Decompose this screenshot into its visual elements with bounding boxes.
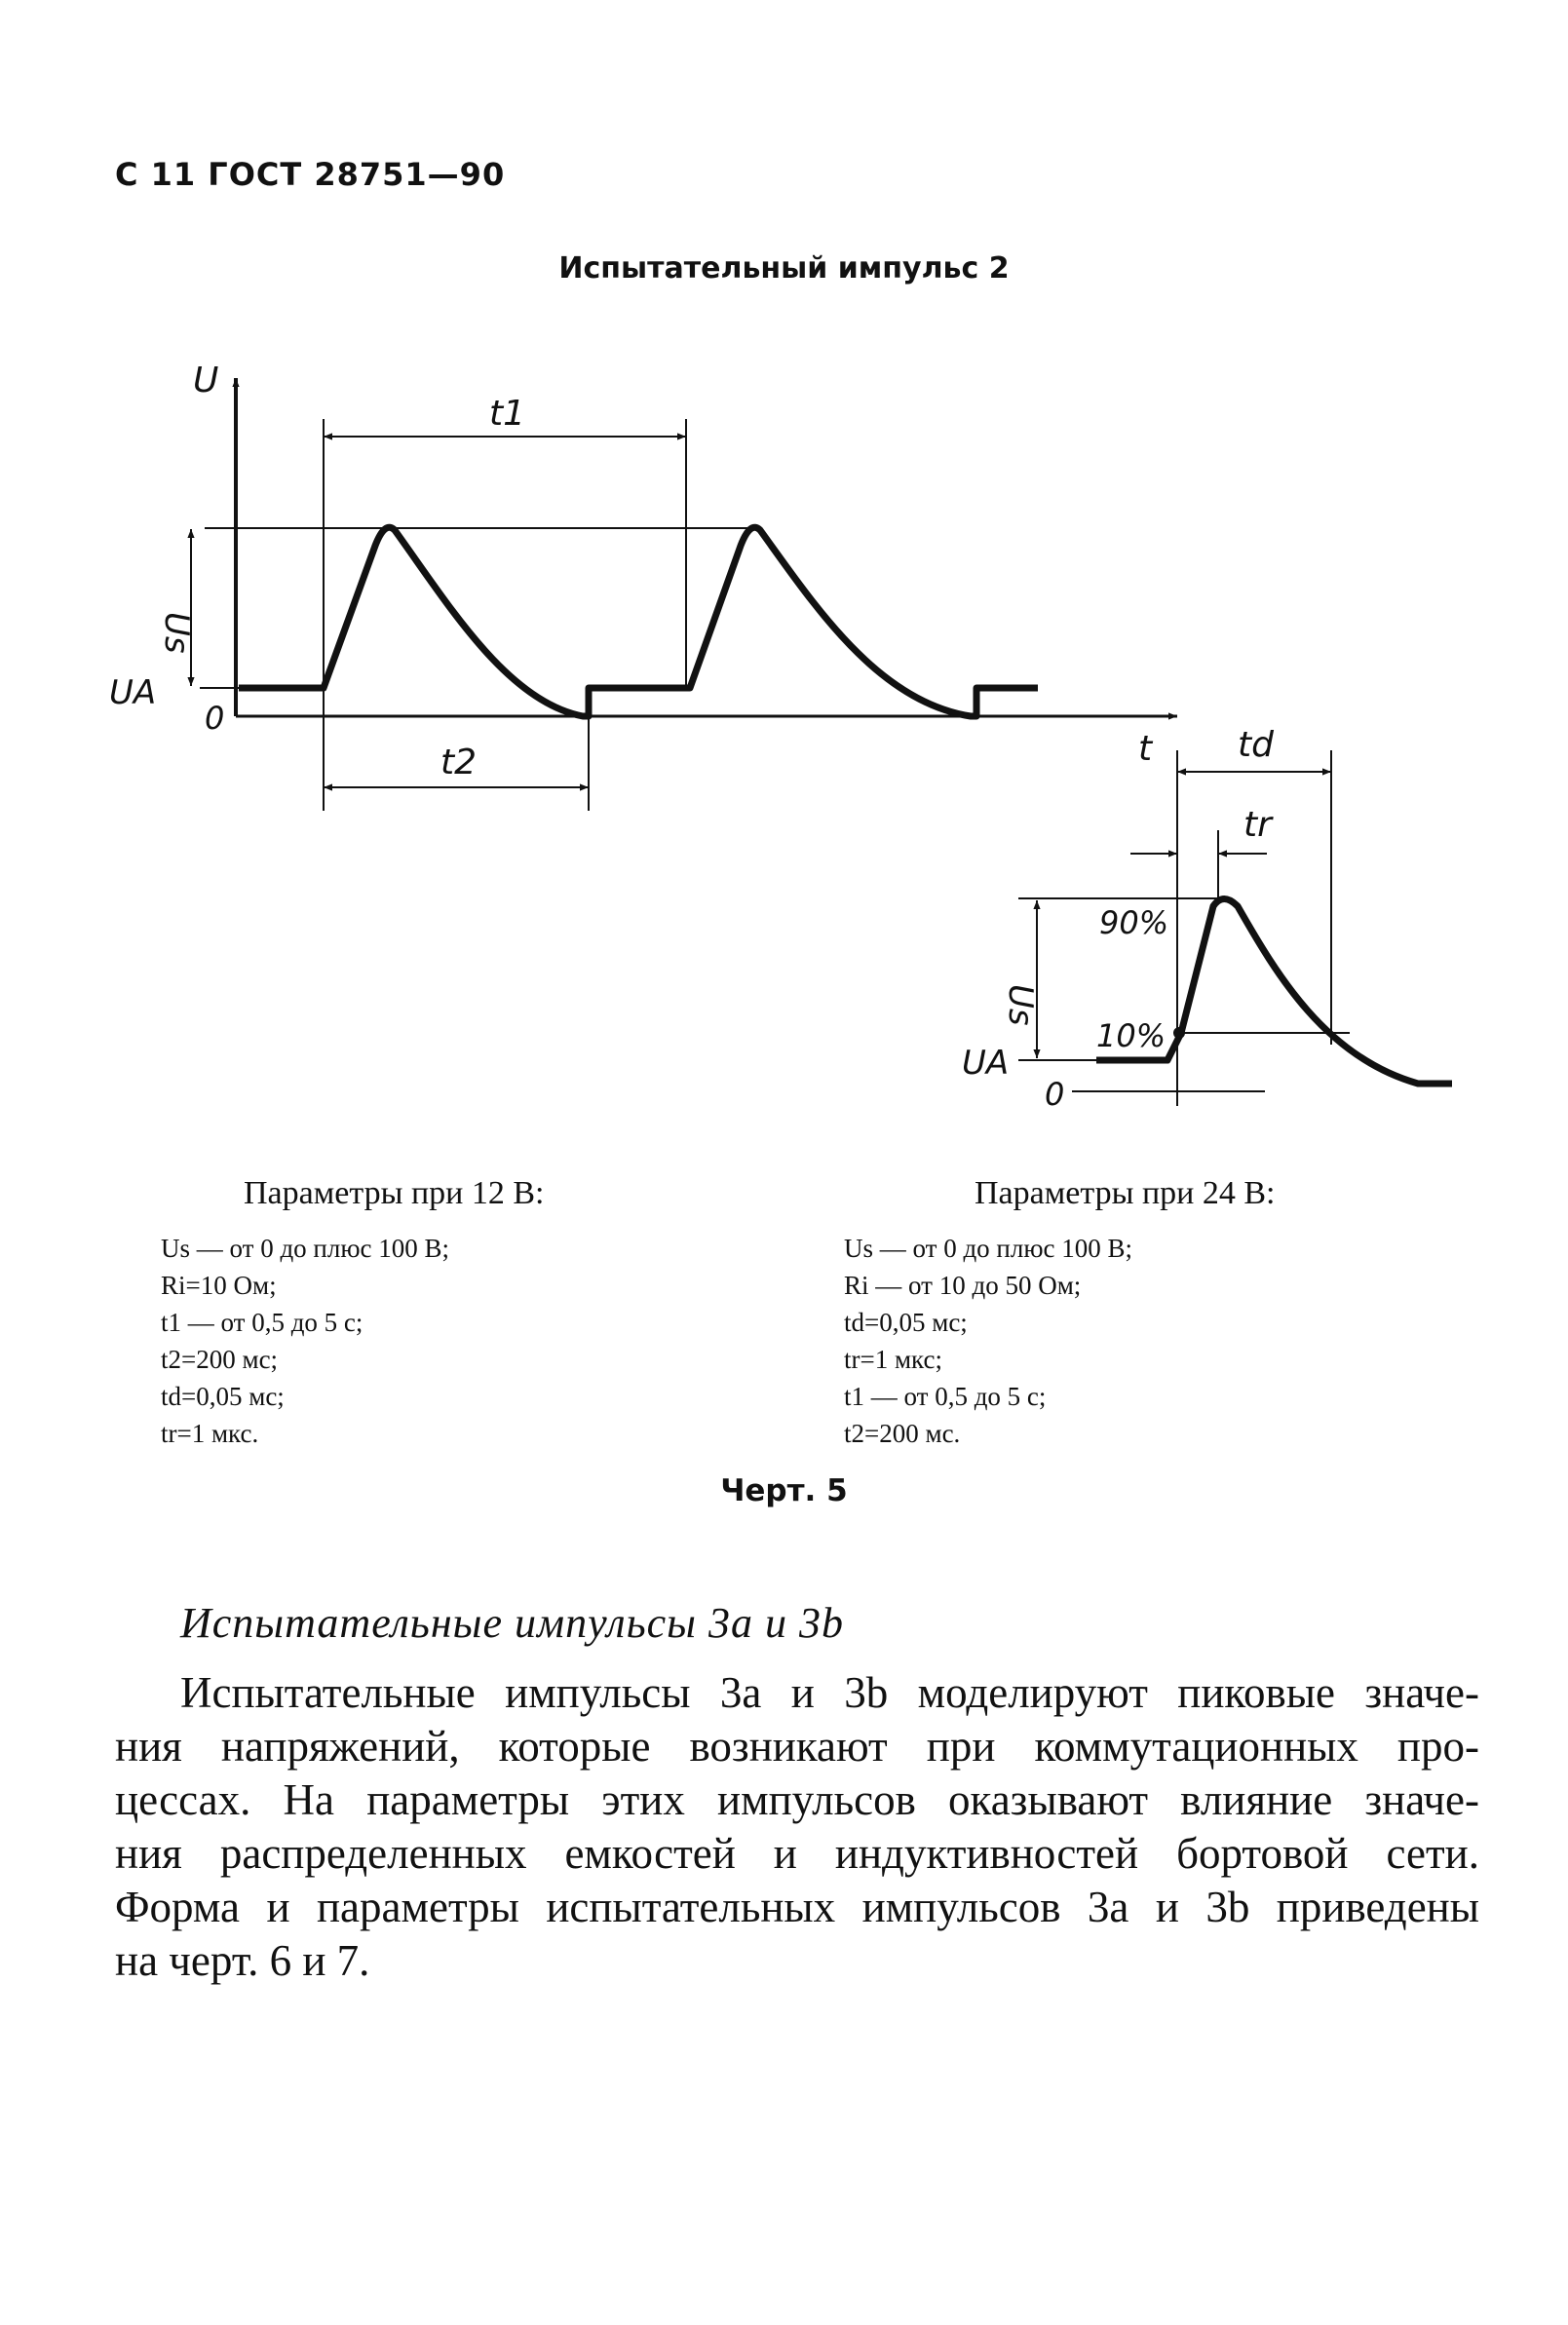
list-item: t2=200 мс;	[161, 1345, 279, 1374]
params-24-title: Параметры при 24 В:	[975, 1175, 1276, 1211]
list-item: t1 — от 0,5 до 5 с;	[844, 1382, 1047, 1411]
pulse-waveform	[239, 527, 1038, 716]
list-item: td=0,05 мс;	[844, 1308, 968, 1337]
paragraph-line: цессах. На параметры этих импульсов оказывают влияние значе-	[115, 1775, 1479, 1824]
list-item: Us — от 0 до плюс 100 В;	[161, 1234, 450, 1263]
params-12-title: Параметры при 12 В:	[244, 1175, 545, 1211]
list-item: Ri=10 Ом;	[161, 1271, 277, 1300]
us-label: Us	[157, 612, 196, 654]
t2-label: t2	[440, 743, 478, 782]
list-item: t2=200 мс.	[844, 1419, 961, 1448]
paragraph-line: на черт. 6 и 7.	[115, 1936, 370, 1985]
list-item: Ri — от 10 до 50 Ом;	[844, 1271, 1082, 1300]
paragraph-line: Испытательные импульсы 3a и 3b моделируют пиковые значе-	[180, 1668, 1479, 1717]
t1-label: t1	[489, 394, 526, 434]
list-item: Us — от 0 до плюс 100 В;	[844, 1234, 1133, 1263]
pulse-diagram	[0, 0, 1568, 1150]
paragraph-line: Форма и параметры испытательных импульсов 3a и 3b приведены	[115, 1883, 1479, 1931]
params-12-list	[161, 1230, 449, 1452]
tr-label: tr	[1243, 805, 1272, 845]
u-axis-label: U	[193, 361, 219, 400]
td-label: td	[1238, 725, 1274, 765]
list-item: t1 — от 0,5 до 5 с;	[161, 1308, 363, 1337]
p90-label: 90%	[1099, 904, 1169, 941]
list-item: tr=1 мкс;	[844, 1345, 942, 1374]
params-24-list	[844, 1230, 1132, 1452]
list-item: td=0,05 мс;	[161, 1382, 285, 1411]
figure-title: Испытательный импульс 2	[558, 251, 1010, 286]
t-axis-label: t	[1138, 729, 1153, 769]
list-item: tr=1 мкс.	[161, 1419, 259, 1448]
paragraph-line: ния напряжений, которые возникают при коммутационных про-	[115, 1722, 1479, 1771]
section-title: Испытательные импульсы 3a и 3b	[180, 1599, 844, 1647]
figure-caption: Черт. 5	[720, 1473, 848, 1508]
p10-label: 10%	[1096, 1017, 1166, 1054]
inset-zero-label: 0	[1045, 1076, 1065, 1113]
ua-label: UA	[109, 673, 157, 712]
inset-ua-label: UA	[962, 1044, 1010, 1083]
paragraph-line: ния распределенных емкостей и индуктивностей бортовой сети.	[115, 1829, 1479, 1878]
inset-us-label: Us	[1001, 984, 1040, 1026]
zero-label: 0	[205, 700, 225, 737]
body-paragraph	[115, 1666, 1479, 1988]
page-header: С 11 ГОСТ 28751—90	[115, 156, 506, 193]
